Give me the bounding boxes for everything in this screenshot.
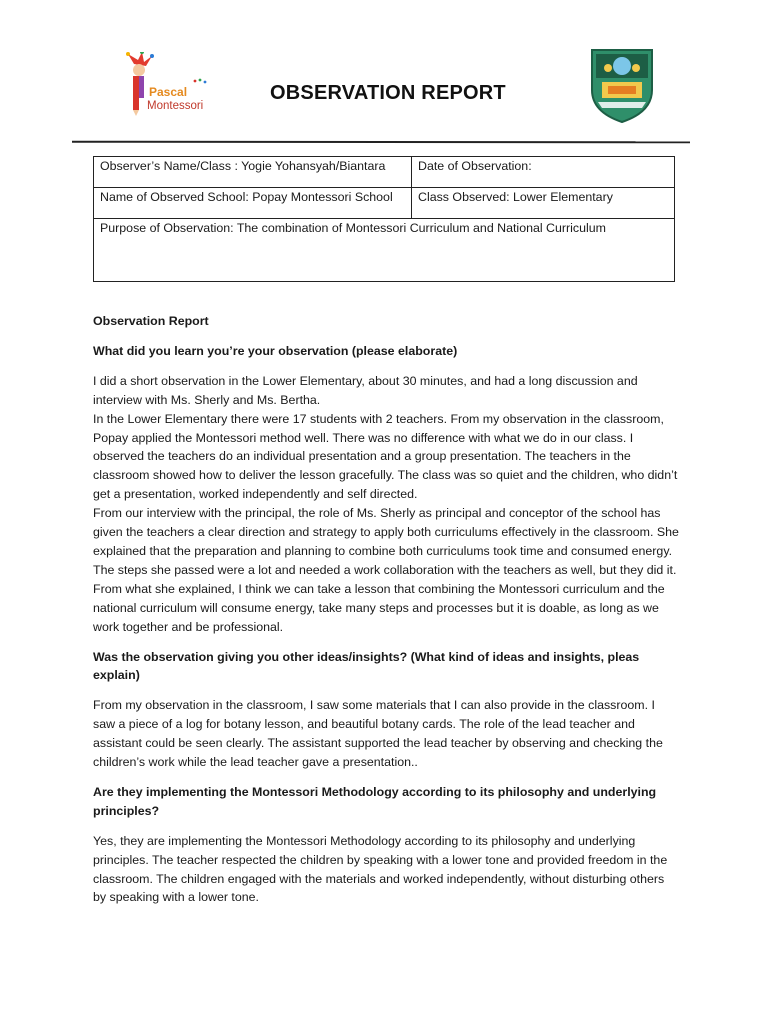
answer-1-paragraph-1: I did a short observation in the Lower Elementary, about 30 minutes, and had a long discussion and interview with Ms. Sherly and Ms. Bertha. bbox=[93, 373, 638, 407]
svg-text:Pascal: Pascal bbox=[149, 85, 188, 99]
question-3: Are they implementing the Montessori Methodology according to its philosophy and underlying principles? bbox=[93, 784, 657, 818]
observation-date-cell: Date of Observation: bbox=[412, 157, 675, 188]
observed-school-cell: Name of Observed School: Popay Montessori School bbox=[94, 188, 412, 219]
question-2: Was the observation giving you other ideas/insights? (What kind of ideas and insights, pleas explain) bbox=[93, 649, 640, 683]
svg-text:Montessori: Montessori bbox=[147, 100, 204, 112]
school-crest-logo bbox=[588, 46, 656, 124]
answer-1-paragraph-3: From our interview with the principal, the role of Ms. Sherly as principal and conceptor of the school has given the teachers a clear direction and strategy to apply both curriculums effectively in the classroom. She explained that the preparation and planning to combine both curriculums took time and consumed energy. The steps she passed were a lot and needed a work collaboration with the teachers as well, but they did it. From what she explained, I think we can take a lesson that combining the Montessori curriculum and the national curriculum will consume energy, take many steps and processes but it is doable, as long as we work together and be professional. bbox=[93, 506, 679, 634]
observer-name-cell: Observer’s Name/Class : Yogie Yohansyah/Biantara bbox=[94, 157, 412, 188]
page-title: OBSERVATION REPORT bbox=[270, 82, 506, 104]
header-divider bbox=[72, 141, 690, 144]
section-title: Observation Report bbox=[93, 314, 209, 328]
answer-3: Yes, they are implementing the Montessori Methodology according to its philosophy and underlying principles. The teacher respected the children by speaking with a lower tone and provided freedom in the classroom. The children engaged with the materials and worked independently, without disturbing others by speaking with a lower tone. bbox=[93, 833, 668, 905]
observation-info-table bbox=[93, 156, 675, 282]
purpose-cell: Purpose of Observation: The combination of Montessori Curriculum and National Curriculum bbox=[94, 219, 675, 282]
question-1: What did you learn you’re your observation (please elaborate) bbox=[93, 343, 458, 358]
class-observed-cell: Class Observed: Lower Elementary bbox=[412, 188, 675, 219]
pascal-montessori-logo bbox=[122, 52, 222, 118]
answer-2: From my observation in the classroom, I saw some materials that I can also provide in the classroom. I saw a piece of a log for botany lesson, and beautiful botany cards. The role of the lead teacher and assistant could be seen clearly. The assistant supported the lead teacher by observing and checking the children’s work while the lead teacher gave a presentation.. bbox=[93, 698, 663, 770]
answer-1-paragraph-2: In the Lower Elementary there were 17 students with 2 teachers. From my observation in the classroom, Popay applied the Montessori method well. There was no difference with what we do in our class. I observed the teachers do an individual presentation and a group presentation. The teachers in the classroom showed how to deliver the lesson gracefully. The class was so quiet and the children, who didn’t get a presentation, worked independently and self directed. bbox=[93, 411, 678, 502]
report-body bbox=[93, 312, 679, 907]
